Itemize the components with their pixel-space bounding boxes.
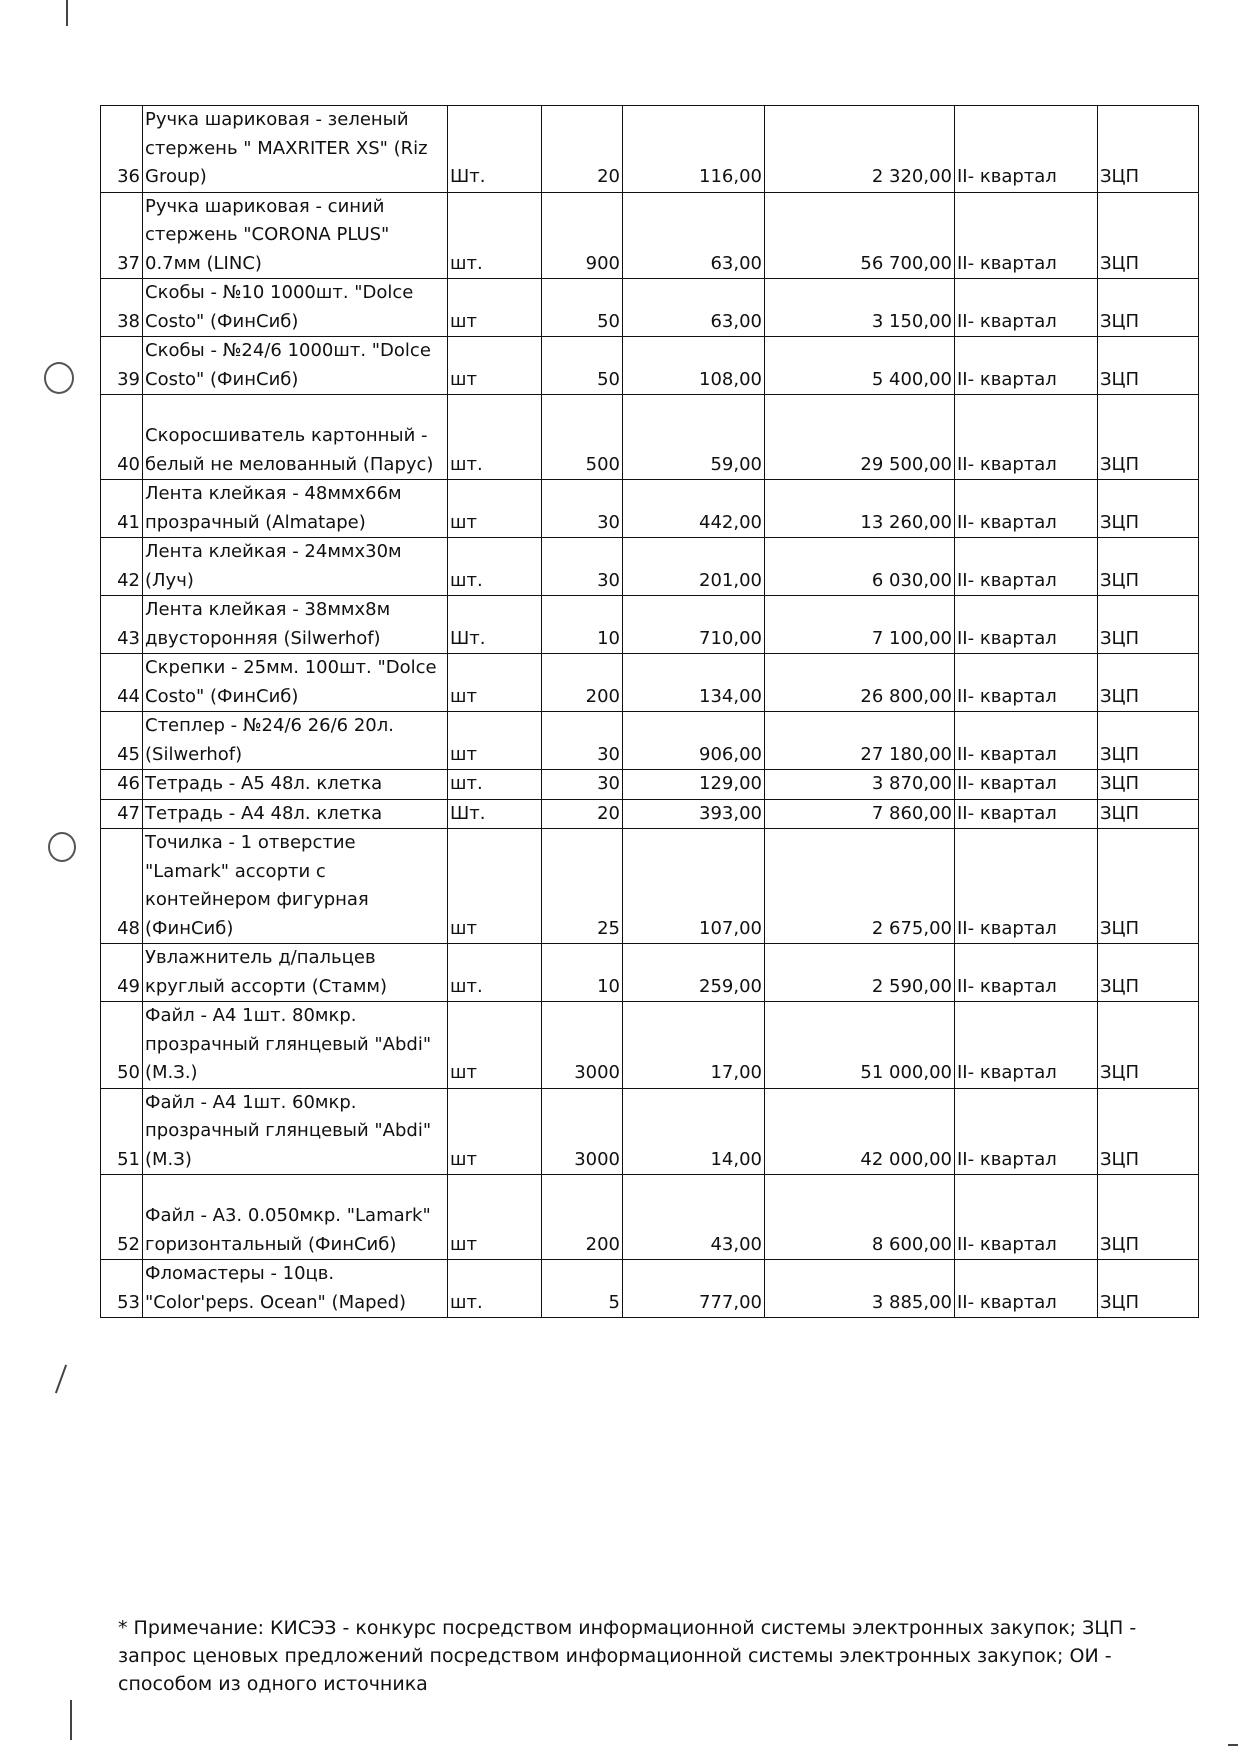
unit-of-measure-cell: Шт. [448, 799, 542, 829]
row-number-cell: 39 [101, 337, 143, 395]
procurement-table-body [101, 106, 1199, 1318]
footnote: * Примечание: КИСЭЗ - конкурс посредством информационной системы электронных закупок; ЗЦП - запрос ценовых предложений посредством информационной системы электронных закупок; ОИ - способом из одного источника [118, 1617, 1137, 1695]
quantity-cell: 3000 [542, 1002, 623, 1089]
unit-of-measure-cell: шт [448, 1175, 542, 1260]
quantity-cell: 900 [542, 192, 623, 279]
unit-of-measure-cell: Шт. [448, 106, 542, 193]
unit-of-measure-cell: шт [448, 712, 542, 770]
unit-price-cell: 906,00 [623, 712, 765, 770]
delivery-period-cell: II- квартал [955, 1175, 1098, 1260]
item-name-cell: Увлажнитель д/пальцев круглый ассорти (Стамм) [143, 944, 448, 1002]
unit-of-measure-cell: шт. [448, 538, 542, 596]
delivery-period-cell: II- квартал [955, 712, 1098, 770]
unit-of-measure-cell: шт [448, 279, 542, 337]
quantity-cell: 200 [542, 654, 623, 712]
row-number-cell: 48 [101, 829, 143, 944]
procurement-method-cell: ЗЦП [1098, 395, 1199, 480]
delivery-period-cell: II- квартал [955, 480, 1098, 538]
table-row [101, 279, 1199, 337]
row-number-cell: 47 [101, 799, 143, 829]
delivery-period-cell: II- квартал [955, 1002, 1098, 1089]
row-number-cell: 36 [101, 106, 143, 193]
total-amount-cell: 29 500,00 [765, 395, 955, 480]
unit-of-measure-cell: шт. [448, 1260, 542, 1318]
total-amount-cell: 3 150,00 [765, 279, 955, 337]
quantity-cell: 500 [542, 395, 623, 480]
quantity-cell: 30 [542, 480, 623, 538]
unit-of-measure-cell: шт. [448, 395, 542, 480]
unit-of-measure-cell: шт [448, 829, 542, 944]
procurement-method-cell: ЗЦП [1098, 337, 1199, 395]
procurement-method-cell: ЗЦП [1098, 770, 1199, 800]
table-row [101, 538, 1199, 596]
item-name-cell: Скобы - №10 1000шт. "Dolce Costo" (ФинСиб) [143, 279, 448, 337]
quantity-cell: 200 [542, 1175, 623, 1260]
total-amount-cell: 42 000,00 [765, 1088, 955, 1175]
total-amount-cell: 8 600,00 [765, 1175, 955, 1260]
delivery-period-cell: II- квартал [955, 799, 1098, 829]
scan-edge-mark [1228, 1744, 1238, 1746]
table-row [101, 712, 1199, 770]
delivery-period-cell: II- квартал [955, 337, 1098, 395]
item-name-cell: Фломастеры - 10цв. "Color'peps. Ocean" (Maped) [143, 1260, 448, 1318]
unit-price-cell: 134,00 [623, 654, 765, 712]
item-name-cell: Скоросшиватель картонный - белый не мелованный (Парус) [143, 395, 448, 480]
delivery-period-cell: II- квартал [955, 279, 1098, 337]
total-amount-cell: 2 675,00 [765, 829, 955, 944]
row-number-cell: 40 [101, 395, 143, 480]
total-amount-cell: 27 180,00 [765, 712, 955, 770]
unit-price-cell: 393,00 [623, 799, 765, 829]
unit-price-cell: 129,00 [623, 770, 765, 800]
row-number-cell: 45 [101, 712, 143, 770]
unit-of-measure-cell: шт [448, 1002, 542, 1089]
unit-price-cell: 108,00 [623, 337, 765, 395]
unit-price-cell: 17,00 [623, 1002, 765, 1089]
procurement-method-cell: ЗЦП [1098, 279, 1199, 337]
row-number-cell: 52 [101, 1175, 143, 1260]
total-amount-cell: 7 860,00 [765, 799, 955, 829]
total-amount-cell: 51 000,00 [765, 1002, 955, 1089]
row-number-cell: 49 [101, 944, 143, 1002]
unit-price-cell: 201,00 [623, 538, 765, 596]
quantity-cell: 20 [542, 106, 623, 193]
delivery-period-cell: II- квартал [955, 654, 1098, 712]
quantity-cell: 10 [542, 596, 623, 654]
quantity-cell: 3000 [542, 1088, 623, 1175]
row-number-cell: 42 [101, 538, 143, 596]
procurement-method-cell: ЗЦП [1098, 1002, 1199, 1089]
item-name-cell: Точилка - 1 отверстие "Lamark" ассорти с контейнером фигурная (ФинСиб) [143, 829, 448, 944]
table-row [101, 1175, 1199, 1260]
item-name-cell: Файл - А3. 0.050мкр. "Lamark" горизонтальный (ФинСиб) [143, 1175, 448, 1260]
table-row [101, 337, 1199, 395]
item-name-cell: Тетрадь - А5 48л. клетка [143, 770, 448, 800]
row-number-cell: 38 [101, 279, 143, 337]
unit-price-cell: 14,00 [623, 1088, 765, 1175]
delivery-period-cell: II- квартал [955, 596, 1098, 654]
unit-price-cell: 777,00 [623, 1260, 765, 1318]
table-row [101, 106, 1199, 193]
delivery-period-cell: II- квартал [955, 538, 1098, 596]
unit-price-cell: 63,00 [623, 192, 765, 279]
unit-of-measure-cell: шт [448, 337, 542, 395]
item-name-cell: Скрепки - 25мм. 100шт. "Dolce Costo" (ФинСиб) [143, 654, 448, 712]
quantity-cell: 25 [542, 829, 623, 944]
quantity-cell: 30 [542, 770, 623, 800]
item-name-cell: Скобы - №24/6 1000шт. "Dolce Costo" (ФинСиб) [143, 337, 448, 395]
table-row [101, 1260, 1199, 1318]
quantity-cell: 30 [542, 712, 623, 770]
row-number-cell: 44 [101, 654, 143, 712]
item-name-cell: Лента клейкая - 38ммх8м двусторонняя (Silwerhof) [143, 596, 448, 654]
delivery-period-cell: II- квартал [955, 1088, 1098, 1175]
total-amount-cell: 13 260,00 [765, 480, 955, 538]
item-name-cell: Файл - А4 1шт. 80мкр. прозрачный глянцевый "Abdi" (М.З.) [143, 1002, 448, 1089]
total-amount-cell: 7 100,00 [765, 596, 955, 654]
table-row [101, 1088, 1199, 1175]
item-name-cell: Лента клейкая - 24ммх30м (Луч) [143, 538, 448, 596]
procurement-method-cell: ЗЦП [1098, 712, 1199, 770]
hole-punch-mark [48, 832, 76, 862]
total-amount-cell: 3 870,00 [765, 770, 955, 800]
procurement-method-cell: ЗЦП [1098, 1175, 1199, 1260]
quantity-cell: 30 [542, 538, 623, 596]
procurement-method-cell: ЗЦП [1098, 596, 1199, 654]
row-number-cell: 53 [101, 1260, 143, 1318]
unit-price-cell: 59,00 [623, 395, 765, 480]
unit-of-measure-cell: Шт. [448, 596, 542, 654]
total-amount-cell: 2 320,00 [765, 106, 955, 193]
total-amount-cell: 3 885,00 [765, 1260, 955, 1318]
delivery-period-cell: II- квартал [955, 944, 1098, 1002]
item-name-cell: Степлер - №24/6 26/6 20л. (Silwerhof) [143, 712, 448, 770]
row-number-cell: 51 [101, 1088, 143, 1175]
quantity-cell: 5 [542, 1260, 623, 1318]
unit-of-measure-cell: шт. [448, 192, 542, 279]
delivery-period-cell: II- квартал [955, 829, 1098, 944]
quantity-cell: 10 [542, 944, 623, 1002]
total-amount-cell: 26 800,00 [765, 654, 955, 712]
delivery-period-cell: II- квартал [955, 395, 1098, 480]
hole-punch-mark [44, 362, 74, 394]
table-row [101, 829, 1199, 944]
unit-price-cell: 107,00 [623, 829, 765, 944]
unit-price-cell: 43,00 [623, 1175, 765, 1260]
quantity-cell: 50 [542, 279, 623, 337]
procurement-method-cell: ЗЦП [1098, 799, 1199, 829]
delivery-period-cell: II- квартал [955, 770, 1098, 800]
procurement-method-cell: ЗЦП [1098, 1260, 1199, 1318]
delivery-period-cell: II- квартал [955, 106, 1098, 193]
table-row [101, 395, 1199, 480]
unit-price-cell: 116,00 [623, 106, 765, 193]
item-name-cell: Лента клейкая - 48ммх66м прозрачный (Almatape) [143, 480, 448, 538]
delivery-period-cell: II- квартал [955, 192, 1098, 279]
procurement-method-cell: ЗЦП [1098, 654, 1199, 712]
scan-edge-mark [70, 1700, 72, 1740]
item-name-cell: Ручка шариковая - зеленый стержень " MAXRITER XS" (Riz Group) [143, 106, 448, 193]
unit-of-measure-cell: шт [448, 480, 542, 538]
unit-price-cell: 710,00 [623, 596, 765, 654]
table-row [101, 770, 1199, 800]
delivery-period-cell: II- квартал [955, 1260, 1098, 1318]
procurement-method-cell: ЗЦП [1098, 480, 1199, 538]
unit-price-cell: 63,00 [623, 279, 765, 337]
table-row [101, 1002, 1199, 1089]
unit-of-measure-cell: шт. [448, 944, 542, 1002]
item-name-cell: Ручка шариковая - синий стержень "CORONA PLUS" 0.7мм (LINC) [143, 192, 448, 279]
total-amount-cell: 56 700,00 [765, 192, 955, 279]
unit-price-cell: 259,00 [623, 944, 765, 1002]
row-number-cell: 41 [101, 480, 143, 538]
unit-of-measure-cell: шт [448, 654, 542, 712]
unit-of-measure-cell: шт [448, 1088, 542, 1175]
procurement-method-cell: ЗЦП [1098, 944, 1199, 1002]
unit-of-measure-cell: шт. [448, 770, 542, 800]
row-number-cell: 50 [101, 1002, 143, 1089]
quantity-cell: 20 [542, 799, 623, 829]
scan-edge-mark [66, 0, 68, 26]
unit-price-cell: 442,00 [623, 480, 765, 538]
procurement-method-cell: ЗЦП [1098, 192, 1199, 279]
procurement-method-cell: ЗЦП [1098, 1088, 1199, 1175]
total-amount-cell: 6 030,00 [765, 538, 955, 596]
scan-edge-mark [55, 1365, 67, 1394]
row-number-cell: 37 [101, 192, 143, 279]
table-row [101, 480, 1199, 538]
procurement-method-cell: ЗЦП [1098, 829, 1199, 944]
row-number-cell: 43 [101, 596, 143, 654]
item-name-cell: Тетрадь - А4 48л. клетка [143, 799, 448, 829]
item-name-cell: Файл - А4 1шт. 60мкр. прозрачный глянцевый "Abdi" (М.З) [143, 1088, 448, 1175]
procurement-table [100, 105, 1199, 1318]
total-amount-cell: 5 400,00 [765, 337, 955, 395]
row-number-cell: 46 [101, 770, 143, 800]
total-amount-cell: 2 590,00 [765, 944, 955, 1002]
table-row [101, 596, 1199, 654]
quantity-cell: 50 [542, 337, 623, 395]
table-row [101, 799, 1199, 829]
table-row [101, 192, 1199, 279]
table-row [101, 654, 1199, 712]
table-row [101, 944, 1199, 1002]
procurement-method-cell: ЗЦП [1098, 106, 1199, 193]
procurement-method-cell: ЗЦП [1098, 538, 1199, 596]
